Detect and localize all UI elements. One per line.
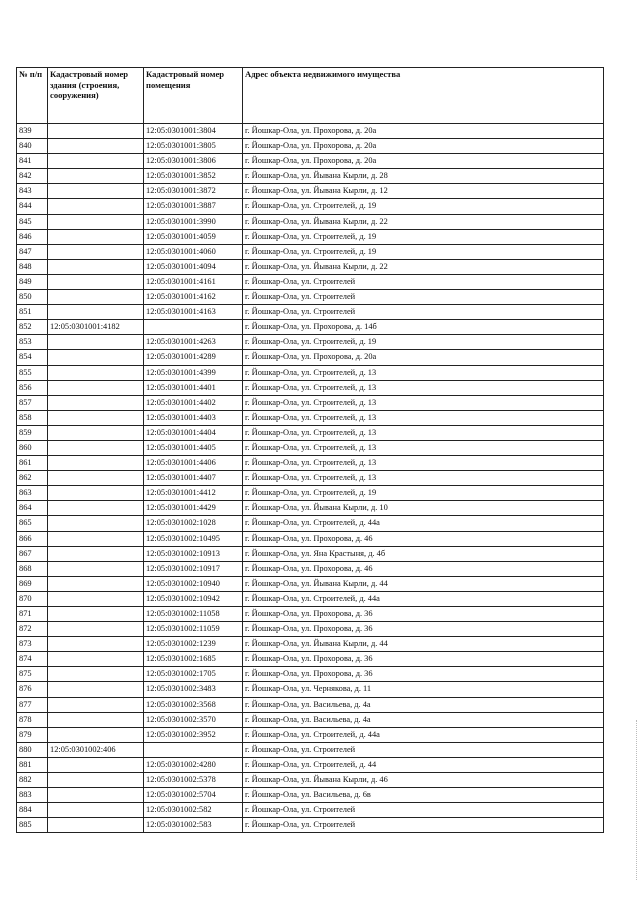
building-cadastral-cell	[48, 305, 144, 320]
table-row	[17, 712, 604, 727]
table-row	[17, 154, 604, 169]
address-cell: г. Йошкар-Ола, ул. Васильева, д. 4а	[243, 712, 604, 727]
building-cadastral-cell	[48, 199, 144, 214]
row-number-cell: 881	[17, 757, 48, 772]
row-number-cell: 861	[17, 456, 48, 471]
room-cadastral-cell: 12:05:0301002:3570	[144, 712, 243, 727]
row-number-cell: 882	[17, 773, 48, 788]
table-row	[17, 244, 604, 259]
room-cadastral-cell: 12:05:0301001:4412	[144, 486, 243, 501]
room-cadastral-cell: 12:05:0301002:3483	[144, 682, 243, 697]
address-cell: г. Йошкар-Ола, ул. Строителей, д. 19	[243, 229, 604, 244]
room-cadastral-cell: 12:05:0301002:5704	[144, 788, 243, 803]
row-number-cell: 859	[17, 425, 48, 440]
room-cadastral-cell: 12:05:0301001:4094	[144, 259, 243, 274]
table-row	[17, 622, 604, 637]
building-cadastral-cell	[48, 154, 144, 169]
table-row	[17, 184, 604, 199]
row-number-cell: 872	[17, 622, 48, 637]
room-cadastral-cell: 12:05:0301001:4289	[144, 350, 243, 365]
address-cell: г. Йошкар-Ола, ул. Прохорова, д. 20а	[243, 350, 604, 365]
table-row	[17, 169, 604, 184]
room-cadastral-cell: 12:05:0301001:3805	[144, 139, 243, 154]
table-row	[17, 682, 604, 697]
address-cell: г. Йошкар-Ола, ул. Васильева, д. 4а	[243, 697, 604, 712]
row-number-cell: 842	[17, 169, 48, 184]
room-cadastral-cell: 12:05:0301001:4161	[144, 274, 243, 289]
header-room-cadastral: Кадастровый номер помещения	[144, 68, 243, 124]
building-cadastral-cell	[48, 697, 144, 712]
building-cadastral-cell	[48, 380, 144, 395]
building-cadastral-cell	[48, 788, 144, 803]
room-cadastral-cell: 12:05:0301001:4402	[144, 395, 243, 410]
row-number-cell: 858	[17, 410, 48, 425]
table-row	[17, 486, 604, 501]
address-cell: г. Йошкар-Ола, ул. Строителей, д. 19	[243, 335, 604, 350]
address-cell: г. Йошкар-Ола, ул. Прохорова, д. 36	[243, 667, 604, 682]
room-cadastral-cell: 12:05:0301002:4280	[144, 757, 243, 772]
building-cadastral-cell	[48, 229, 144, 244]
table-row	[17, 139, 604, 154]
room-cadastral-cell: 12:05:0301001:3852	[144, 169, 243, 184]
row-number-cell: 883	[17, 788, 48, 803]
room-cadastral-cell: 12:05:0301002:10940	[144, 576, 243, 591]
building-cadastral-cell	[48, 350, 144, 365]
address-cell: г. Йошкар-Ола, ул. Яна Крастыня, д. 4б	[243, 546, 604, 561]
row-number-cell: 839	[17, 124, 48, 139]
row-number-cell: 880	[17, 742, 48, 757]
building-cadastral-cell	[48, 652, 144, 667]
room-cadastral-cell: 12:05:0301001:4162	[144, 290, 243, 305]
table-row	[17, 274, 604, 289]
table-row	[17, 788, 604, 803]
row-number-cell: 850	[17, 290, 48, 305]
address-cell: г. Йошкар-Ола, ул. Прохорова, д. 20а	[243, 139, 604, 154]
header-number: № п/п	[17, 68, 48, 124]
row-number-cell: 867	[17, 546, 48, 561]
table-row	[17, 395, 604, 410]
address-cell: г. Йошкар-Ола, ул. Строителей	[243, 803, 604, 818]
room-cadastral-cell: 12:05:0301002:1028	[144, 516, 243, 531]
building-cadastral-cell	[48, 727, 144, 742]
header-building-cadastral: Кадастровый номер здания (строения, сооружения)	[48, 68, 144, 124]
building-cadastral-cell	[48, 531, 144, 546]
row-number-cell: 879	[17, 727, 48, 742]
address-cell: г. Йошкар-Ола, ул. Строителей, д. 13	[243, 440, 604, 455]
building-cadastral-cell	[48, 712, 144, 727]
row-number-cell: 877	[17, 697, 48, 712]
row-number-cell: 884	[17, 803, 48, 818]
row-number-cell: 868	[17, 561, 48, 576]
room-cadastral-cell: 12:05:0301001:4404	[144, 425, 243, 440]
row-number-cell: 876	[17, 682, 48, 697]
address-cell: г. Йошкар-Ола, ул. Прохорова, д. 20а	[243, 124, 604, 139]
room-cadastral-cell: 12:05:0301002:10495	[144, 531, 243, 546]
address-cell: г. Йошкар-Ола, ул. Строителей	[243, 290, 604, 305]
address-cell: г. Йошкар-Ола, ул. Йывана Кырли, д. 22	[243, 259, 604, 274]
address-cell: г. Йошкар-Ола, ул. Строителей, д. 44	[243, 757, 604, 772]
row-number-cell: 869	[17, 576, 48, 591]
row-number-cell: 874	[17, 652, 48, 667]
table-body	[17, 124, 604, 833]
building-cadastral-cell	[48, 486, 144, 501]
room-cadastral-cell: 12:05:0301002:3952	[144, 727, 243, 742]
table-row	[17, 350, 604, 365]
building-cadastral-cell	[48, 410, 144, 425]
table-row	[17, 576, 604, 591]
room-cadastral-cell	[144, 742, 243, 757]
table-row	[17, 214, 604, 229]
address-cell: г. Йошкар-Ола, ул. Строителей, д. 44а	[243, 727, 604, 742]
address-cell: г. Йошкар-Ола, ул. Йывана Кырли, д. 44	[243, 576, 604, 591]
address-cell: г. Йошкар-Ола, ул. Прохорова, д. 36	[243, 607, 604, 622]
room-cadastral-cell: 12:05:0301001:3806	[144, 154, 243, 169]
scan-edge-mark	[636, 720, 640, 880]
row-number-cell: 854	[17, 350, 48, 365]
building-cadastral-cell	[48, 516, 144, 531]
row-number-cell: 841	[17, 154, 48, 169]
building-cadastral-cell	[48, 561, 144, 576]
address-cell: г. Йошкар-Ола, ул. Йывана Кырли, д. 10	[243, 501, 604, 516]
table-row	[17, 742, 604, 757]
room-cadastral-cell: 12:05:0301001:4399	[144, 365, 243, 380]
building-cadastral-cell	[48, 274, 144, 289]
row-number-cell: 866	[17, 531, 48, 546]
address-cell: г. Йошкар-Ола, ул. Прохорова, д. 36	[243, 622, 604, 637]
building-cadastral-cell	[48, 456, 144, 471]
room-cadastral-cell: 12:05:0301002:582	[144, 803, 243, 818]
table-row	[17, 410, 604, 425]
address-cell: г. Йошкар-Ола, ул. Прохорова, д. 14б	[243, 320, 604, 335]
room-cadastral-cell: 12:05:0301002:11059	[144, 622, 243, 637]
address-cell: г. Йошкар-Ола, ул. Йывана Кырли, д. 22	[243, 214, 604, 229]
building-cadastral-cell	[48, 214, 144, 229]
address-cell: г. Йошкар-Ола, ул. Васильева, д. 6в	[243, 788, 604, 803]
row-number-cell: 848	[17, 259, 48, 274]
address-cell: г. Йошкар-Ола, ул. Чернякова, д. 11	[243, 682, 604, 697]
table-row	[17, 607, 604, 622]
room-cadastral-cell: 12:05:0301002:1705	[144, 667, 243, 682]
table-row	[17, 440, 604, 455]
table-row	[17, 757, 604, 772]
building-cadastral-cell	[48, 290, 144, 305]
address-cell: г. Йошкар-Ола, ул. Строителей, д. 44а	[243, 516, 604, 531]
room-cadastral-cell: 12:05:0301001:3804	[144, 124, 243, 139]
room-cadastral-cell	[144, 320, 243, 335]
table-row	[17, 425, 604, 440]
building-cadastral-cell	[48, 667, 144, 682]
address-cell: г. Йошкар-Ола, ул. Строителей	[243, 305, 604, 320]
building-cadastral-cell	[48, 803, 144, 818]
address-cell: г. Йошкар-Ола, ул. Прохорова, д. 46	[243, 531, 604, 546]
building-cadastral-cell	[48, 124, 144, 139]
table-row	[17, 561, 604, 576]
table-row	[17, 803, 604, 818]
building-cadastral-cell	[48, 365, 144, 380]
room-cadastral-cell: 12:05:0301001:4403	[144, 410, 243, 425]
address-cell: г. Йошкар-Ола, ул. Строителей, д. 44а	[243, 591, 604, 606]
room-cadastral-cell: 12:05:0301001:4401	[144, 380, 243, 395]
building-cadastral-cell	[48, 169, 144, 184]
room-cadastral-cell: 12:05:0301002:5378	[144, 773, 243, 788]
row-number-cell: 843	[17, 184, 48, 199]
row-number-cell: 844	[17, 199, 48, 214]
building-cadastral-cell	[48, 259, 144, 274]
row-number-cell: 856	[17, 380, 48, 395]
address-cell: г. Йошкар-Ола, ул. Йывана Кырли, д. 44	[243, 637, 604, 652]
building-cadastral-cell	[48, 471, 144, 486]
table-row	[17, 591, 604, 606]
room-cadastral-cell: 12:05:0301002:1685	[144, 652, 243, 667]
row-number-cell: 849	[17, 274, 48, 289]
address-cell: г. Йошкар-Ола, ул. Строителей, д. 19	[243, 486, 604, 501]
row-number-cell: 878	[17, 712, 48, 727]
property-table	[16, 67, 604, 833]
building-cadastral-cell	[48, 501, 144, 516]
room-cadastral-cell: 12:05:0301001:4163	[144, 305, 243, 320]
address-cell: г. Йошкар-Ола, ул. Строителей, д. 13	[243, 425, 604, 440]
table-row	[17, 531, 604, 546]
building-cadastral-cell	[48, 395, 144, 410]
address-cell: г. Йошкар-Ола, ул. Йывана Кырли, д. 28	[243, 169, 604, 184]
table-row	[17, 380, 604, 395]
table-row	[17, 199, 604, 214]
row-number-cell: 871	[17, 607, 48, 622]
room-cadastral-cell: 12:05:0301001:4059	[144, 229, 243, 244]
header-address: Адрес объекта недвижимого имущества	[243, 68, 604, 124]
table-row	[17, 456, 604, 471]
table-row	[17, 667, 604, 682]
building-cadastral-cell	[48, 682, 144, 697]
building-cadastral-cell	[48, 818, 144, 833]
address-cell: г. Йошкар-Ола, ул. Строителей, д. 13	[243, 456, 604, 471]
building-cadastral-cell	[48, 637, 144, 652]
address-cell: г. Йошкар-Ола, ул. Строителей	[243, 742, 604, 757]
building-cadastral-cell	[48, 607, 144, 622]
room-cadastral-cell: 12:05:0301001:4405	[144, 440, 243, 455]
table-row	[17, 305, 604, 320]
room-cadastral-cell: 12:05:0301001:3887	[144, 199, 243, 214]
row-number-cell: 852	[17, 320, 48, 335]
address-cell: г. Йошкар-Ола, ул. Йывана Кырли, д. 12	[243, 184, 604, 199]
table-row	[17, 229, 604, 244]
room-cadastral-cell: 12:05:0301001:4407	[144, 471, 243, 486]
address-cell: г. Йошкар-Ола, ул. Строителей, д. 13	[243, 365, 604, 380]
table-row	[17, 259, 604, 274]
header-row	[17, 68, 604, 124]
table-row	[17, 365, 604, 380]
room-cadastral-cell: 12:05:0301002:3568	[144, 697, 243, 712]
building-cadastral-cell	[48, 546, 144, 561]
row-number-cell: 864	[17, 501, 48, 516]
address-cell: г. Йошкар-Ола, ул. Йывана Кырли, д. 46	[243, 773, 604, 788]
table-row	[17, 697, 604, 712]
room-cadastral-cell: 12:05:0301001:3990	[144, 214, 243, 229]
row-number-cell: 870	[17, 591, 48, 606]
row-number-cell: 840	[17, 139, 48, 154]
room-cadastral-cell: 12:05:0301002:10942	[144, 591, 243, 606]
building-cadastral-cell	[48, 244, 144, 259]
building-cadastral-cell: 12:05:0301002:406	[48, 742, 144, 757]
table-row	[17, 516, 604, 531]
table-row	[17, 652, 604, 667]
address-cell: г. Йошкар-Ола, ул. Прохорова, д. 20а	[243, 154, 604, 169]
room-cadastral-cell: 12:05:0301002:11058	[144, 607, 243, 622]
row-number-cell: 845	[17, 214, 48, 229]
address-cell: г. Йошкар-Ола, ул. Строителей	[243, 274, 604, 289]
table-row	[17, 320, 604, 335]
table-row	[17, 501, 604, 516]
table-row	[17, 818, 604, 833]
row-number-cell: 851	[17, 305, 48, 320]
table-row	[17, 637, 604, 652]
address-cell: г. Йошкар-Ола, ул. Прохорова, д. 46	[243, 561, 604, 576]
row-number-cell: 873	[17, 637, 48, 652]
row-number-cell: 862	[17, 471, 48, 486]
room-cadastral-cell: 12:05:0301001:3872	[144, 184, 243, 199]
row-number-cell: 855	[17, 365, 48, 380]
building-cadastral-cell	[48, 139, 144, 154]
row-number-cell: 863	[17, 486, 48, 501]
building-cadastral-cell	[48, 757, 144, 772]
building-cadastral-cell	[48, 773, 144, 788]
table-row	[17, 335, 604, 350]
row-number-cell: 846	[17, 229, 48, 244]
room-cadastral-cell: 12:05:0301001:4406	[144, 456, 243, 471]
address-cell: г. Йошкар-Ола, ул. Строителей, д. 19	[243, 199, 604, 214]
address-cell: г. Йошкар-Ола, ул. Строителей, д. 19	[243, 244, 604, 259]
room-cadastral-cell: 12:05:0301001:4429	[144, 501, 243, 516]
row-number-cell: 857	[17, 395, 48, 410]
room-cadastral-cell: 12:05:0301002:10917	[144, 561, 243, 576]
table-row	[17, 546, 604, 561]
address-cell: г. Йошкар-Ола, ул. Строителей, д. 13	[243, 471, 604, 486]
building-cadastral-cell	[48, 440, 144, 455]
address-cell: г. Йошкар-Ола, ул. Строителей, д. 13	[243, 380, 604, 395]
row-number-cell: 847	[17, 244, 48, 259]
room-cadastral-cell: 12:05:0301001:4060	[144, 244, 243, 259]
address-cell: г. Йошкар-Ола, ул. Прохорова, д. 36	[243, 652, 604, 667]
table-row	[17, 471, 604, 486]
row-number-cell: 853	[17, 335, 48, 350]
row-number-cell: 885	[17, 818, 48, 833]
building-cadastral-cell	[48, 335, 144, 350]
table-row	[17, 290, 604, 305]
building-cadastral-cell	[48, 184, 144, 199]
room-cadastral-cell: 12:05:0301002:583	[144, 818, 243, 833]
building-cadastral-cell: 12:05:0301001:4182	[48, 320, 144, 335]
row-number-cell: 860	[17, 440, 48, 455]
address-cell: г. Йошкар-Ола, ул. Строителей, д. 13	[243, 410, 604, 425]
table-row	[17, 124, 604, 139]
room-cadastral-cell: 12:05:0301002:1239	[144, 637, 243, 652]
table-row	[17, 773, 604, 788]
building-cadastral-cell	[48, 591, 144, 606]
address-cell: г. Йошкар-Ола, ул. Строителей	[243, 818, 604, 833]
row-number-cell: 865	[17, 516, 48, 531]
row-number-cell: 875	[17, 667, 48, 682]
building-cadastral-cell	[48, 576, 144, 591]
building-cadastral-cell	[48, 425, 144, 440]
room-cadastral-cell: 12:05:0301002:10913	[144, 546, 243, 561]
building-cadastral-cell	[48, 622, 144, 637]
room-cadastral-cell: 12:05:0301001:4263	[144, 335, 243, 350]
address-cell: г. Йошкар-Ола, ул. Строителей, д. 13	[243, 395, 604, 410]
table-row	[17, 727, 604, 742]
